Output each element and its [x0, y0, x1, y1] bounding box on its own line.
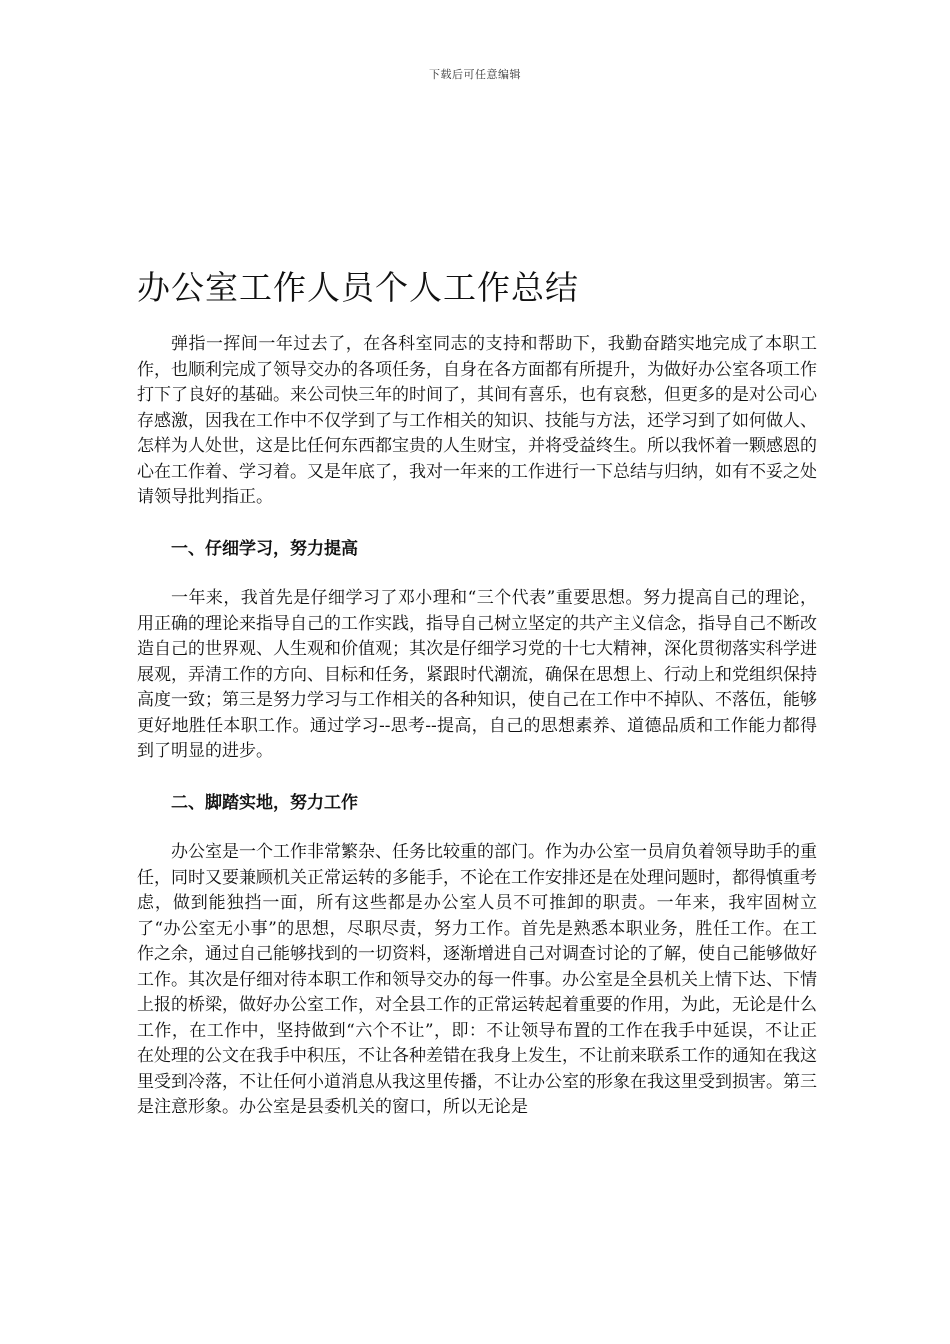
section-body-2: 办公室是一个工作非常繁杂、任务比较重的部门。作为办公室一员肩负着领导助手的重任，同时又要兼顾机关正常运转的多能手，不论在工作安排还是在处理问题时，都得慎重考虑，做到能独挡一面，所有这些都是办公室人员不可推卸的职责。一年来，我牢固树立了“办公室无小事”的思想，尽职尽责，努力工作。首先是熟悉本职业务，胜任工作。在工作之余，通过自己能够找到的一切资料，逐渐增进自己对调查讨论的了解，使自己能够做好工作。其次是仔细对待本职工作和领导交办的每一件事。办公室是全县机关上情下达、下情上报的桥梁，做好办公室工作，对全县工作的正常运转起着重要的作用，为此，无论是什么工作，在工作中，坚持做到“六个不让”，即：不让领导布置的工作在我手中延误，不让正在处理的公文在我手中积压，不让各种差错在我身上发生，不让前来联系工作的通知在我这里受到冷落，不让任何小道消息从我这里传播，不让办公室的形象在我这里受到损害。第三是注意形象。办公室是县委机关的窗口，所以无论是 [137, 842, 817, 1117]
section-heading-1: 一、仔细学习，努力提高 [171, 538, 358, 559]
section-heading-2: 二、脚踏实地，努力工作 [171, 792, 358, 813]
document-body [137, 332, 817, 1121]
document-title: 办公室工作人员个人工作总结 [137, 268, 579, 307]
page-header-note: 下载后可任意编辑 [429, 68, 521, 81]
section-body-1: 一年来，我首先是仔细学习了邓小理和“三个代表”重要思想。努力提高自己的理论，用正确的理论来指导自己的工作实践，指导自己树立坚定的共产主义信念，指导自己不断改造自己的世界观、人生观和价值观；其次是仔细学习党的十七大精神，深化贯彻落实科学进展观，弄清工作的方向、目标和任务，紧跟时代潮流，确保在思想上、行动上和党组织保持高度一致；第三是努力学习与工作相关的各种知识，使自己在工作中不掉队、不落伍，能够更好地胜任本职工作。通过学习--思考--提高，自己的思想素养、道德品质和工作能力都得到了明显的进步。 [137, 588, 817, 761]
intro-paragraph: 弹指一挥间一年过去了，在各科室同志的支持和帮助下，我勤奋踏实地完成了本职工作，也顺利完成了领导交办的各项任务，自身在各方面都有所提升，为做好办公室各项工作打下了良好的基础。来公司快三年的时间了，其间有喜乐，也有哀愁，但更多的是对公司心存感激，因我在工作中不仅学到了与工作相关的知识、技能与方法，还学习到了如何做人、怎样为人处世，这是比任何东西都宝贵的人生财宝，并将受益终生。所以我怀着一颗感恩的心在工作着、学习着。又是年底了，我对一年来的工作进行一下总结与归纳，如有不妥之处请领导批判指正。 [137, 334, 817, 507]
